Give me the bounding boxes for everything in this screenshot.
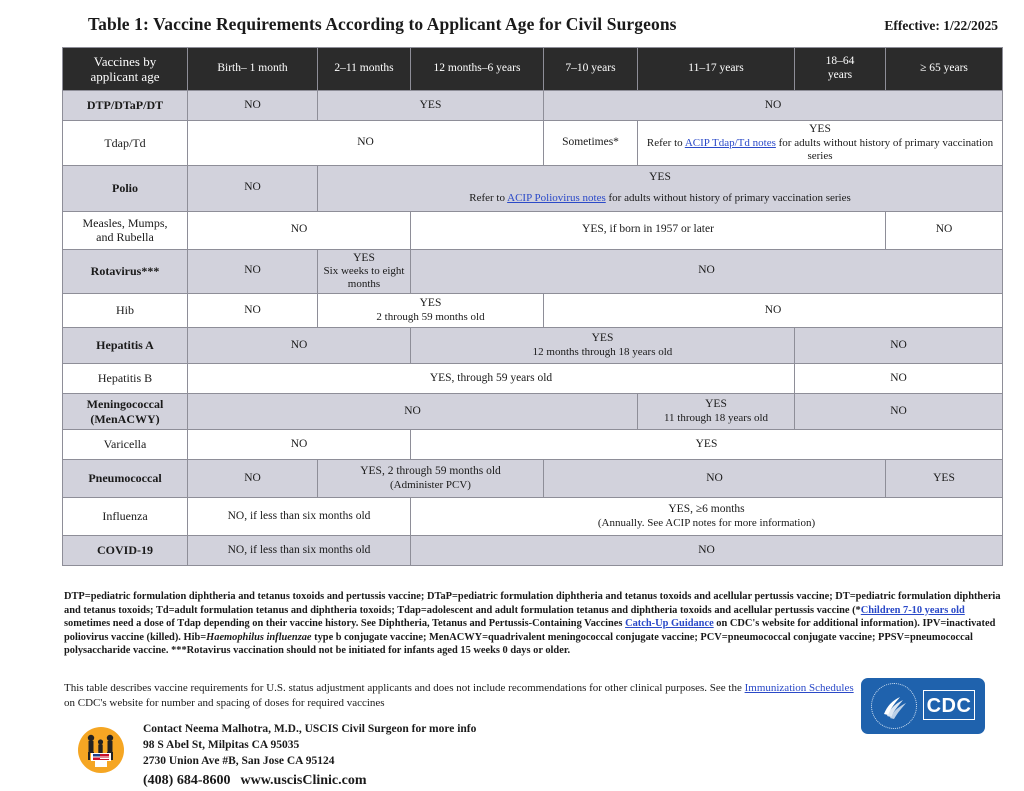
cell-hib-2m-6y [318,294,544,328]
table-row [63,91,1003,121]
cell-rota-12m-plus: NO [411,249,1003,294]
scope-part-1: This table describes vaccine requirements for U.S. status adjustment applicants and does not include recommendations for other clinical purposes. See the [64,682,745,694]
row-label-pneumococcal: Pneumococcal [63,460,188,498]
vaccine-requirements-table-wrapper [62,47,1002,566]
row-label-mmr-line2: and Rubella [96,230,154,244]
col-header-vaccines [63,48,188,91]
cell-tdap-suffix: for adults without history of primary vaccination series [775,136,994,162]
cell-pneu-7-64y: NO [544,460,886,498]
row-label-meningococcal-line2: (MenACWY) [90,411,160,426]
row-label-meningococcal [63,394,188,430]
col-header-12-months-6-years: 12 months–6 years [411,48,544,91]
link-catch-up-guidance[interactable]: Catch-Up Guidance [625,618,714,630]
table-row [63,249,1003,294]
cell-hepa-18y-plus: NO [795,328,1003,364]
cell-pneu-birth: NO [188,460,318,498]
row-label-covid-19: COVID-19 [63,536,188,566]
contact-phone[interactable]: (408) 684-8600 [143,772,231,788]
cell-pneu-2m-6y [318,460,544,498]
cell-var-12m-plus: YES [411,430,1003,460]
table-row [63,211,1003,249]
cell-tdap-7-10y: Sometimes* [544,121,638,166]
scope-footnote [64,681,854,710]
abbrev-part-2: sometimes need a dose of Tdap depending on their vaccine history. See Diphtheria, Tetanus and Pertussis-Containing Vaccines [64,618,626,630]
cell-dtp-birth: NO [188,91,318,121]
cell-covid-12m-plus: NO [411,536,1003,566]
cell-men-detail: 11 through 18 years old [663,411,769,424]
col-header-birth-1-month: Birth– 1 month [188,48,318,91]
link-children-7-10-years-old[interactable]: Children 7-10 years old [860,604,965,616]
cell-mmr-65-plus: NO [886,211,1003,249]
table-row [63,121,1003,166]
table-row [63,294,1003,328]
cell-polio-prefix: Refer to [469,192,508,205]
row-label-hep-a: Hepatitis A [63,328,188,364]
row-label-meningococcal-line1: Meningococcal [86,397,164,412]
cell-hepa-12m-17y [411,328,795,364]
abbrev-part-1: DTP=pediatric formulation diphtheria and tetanus toxoids and pertussis vaccine; DTaP=pediatric formulation diphtheria and tetanus toxoids and acellular pertussis vaccine; DT=pediatric formulation diphtheria and tetanus toxoids; Td=adult formulation tetanus and diphtheria toxoids; Tdap=adolescent and adult formulation tetanus and diphtheria toxoids and acellular pertussis vaccine (* [64,591,1001,616]
col-header-65-plus-years: ≥ 65 years [886,48,1003,91]
row-label-rotavirus: Rotavirus*** [63,249,188,294]
row-label-tdap: Tdap/Td [63,121,188,166]
effective-date: Effective: 1/22/2025 [884,18,998,33]
row-label-dtp: DTP/DTaP/DT [63,91,188,121]
cell-flu-12m-plus [411,498,1003,536]
row-label-varicella: Varicella [63,430,188,460]
abbreviations-footnote [64,590,1010,658]
link-immunization-schedules[interactable]: Immunization Schedules [744,682,854,694]
page-title: Table 1: Vaccine Requirements According to Applicant Age for Civil Surgeons [88,14,677,34]
cell-covid-birth-11m: NO, if less than six months old [188,536,411,566]
table-row [63,165,1003,211]
cell-hepa-yes: YES [591,332,614,345]
cell-polio-yes: YES [649,170,671,183]
scope-part-2: on CDC's website for number and spacing of doses for required vaccines [64,696,385,709]
cell-pneu-65-plus: YES [886,460,1003,498]
row-label-influenza: Influenza [63,498,188,536]
cell-hib-7y-plus: NO [544,294,1003,328]
cell-hepb-birth-17y: YES, through 59 years old [188,364,795,394]
cell-men-birth-10y: NO [188,394,638,430]
cell-men-11-17y [638,394,795,430]
cell-tdap-birth-6y: NO [188,121,544,166]
cell-men-yes: YES [705,398,727,411]
contact-address-1: 98 S Abel St, Milpitas CA 95035 [143,738,300,751]
vaccine-requirements-table [62,47,1003,566]
col-header-18-64-line2: years [827,69,853,81]
hhs-seal-icon [871,683,917,729]
link-acip-tdap-td-notes[interactable]: ACIP Tdap/Td notes [684,136,776,149]
cell-polio-suffix: for adults without history of primary vaccination series [605,192,851,205]
table-row [63,430,1003,460]
col-header-18-64-years [795,48,886,91]
cell-polio-birth: NO [188,165,318,211]
cell-hib-yes: YES [419,297,442,310]
cell-rota-2-11m [318,249,411,294]
cell-hib-birth: NO [188,294,318,328]
cell-mmr-12m-64y: YES, if born in 1957 or later [411,211,886,249]
cell-var-birth-11m: NO [188,430,411,460]
cell-hib-detail: 2 through 59 months old [376,310,485,323]
cell-mmr-birth-11m: NO [188,211,411,249]
cdc-wordmark: CDC [923,690,975,720]
col-header-7-10-years: 7–10 years [544,48,638,91]
row-label-mmr-line1: Measles, Mumps, [82,215,168,230]
cdc-logo [861,678,985,734]
cell-tdap-11y-plus [638,121,1003,166]
cell-tdap-yes: YES [809,123,831,135]
col-header-vaccines-line2: applicant age [90,69,160,84]
cell-polio-2m-plus [318,165,1003,211]
cell-dtp-2m-6y: YES [318,91,544,121]
table-row [63,328,1003,364]
col-header-11-17-years: 11–17 years [638,48,795,91]
row-label-hep-b: Hepatitis B [63,364,188,394]
abbrev-haemophilus-influenzae: Haemophilus influenzae [206,631,312,643]
cell-men-18y-plus: NO [795,394,1003,430]
cell-flu-detail: (Annually. See ACIP notes for more information) [597,516,816,529]
table-row [63,460,1003,498]
cell-hepb-18y-plus: NO [795,364,1003,394]
cell-pneu-detail: (Administer PCV) [390,478,471,491]
cell-rota-detail: Six weeks to eight months [323,265,405,291]
cell-hepa-birth-11m: NO [188,328,411,364]
col-header-vaccines-line1: Vaccines by [93,53,157,69]
row-label-hib: Hib [63,294,188,328]
table-row [63,536,1003,566]
abbrev-part-4: type b conjugate vaccine; MenACWY=quadrivalent meningococcal conjugate vaccine; PCV=pneumococcal conjugate vaccine; PPSV=pneumococcal polysaccharide vaccine. ***Rotavirus vaccination should not be initiated for infants aged 15 weeks 0 days or older. [64,631,973,657]
table-row [63,364,1003,394]
table-row [63,498,1003,536]
row-label-polio: Polio [63,165,188,211]
abbrev-part-3: on CDC's website for additional information). IPV=inactivated poliovirus vaccine (killed). Hib= [64,618,996,643]
cell-rota-birth: NO [188,249,318,294]
contact-line-1: Contact Neema Malhotra, M.D., USCIS Civil Surgeon for more info [143,723,477,735]
cell-rota-yes: YES [353,251,375,264]
contact-block [143,722,593,791]
cell-tdap-prefix: Refer to [646,136,685,149]
cell-dtp-7y-plus: NO [544,91,1003,121]
table-header-row [63,48,1003,91]
link-acip-poliovirus-notes[interactable]: ACIP Poliovirus notes [507,192,606,205]
row-label-mmr [63,211,188,249]
cell-pneu-yes: YES, 2 through 59 months old [360,465,501,478]
col-header-18-64-line1: 18–64 [825,55,855,68]
cell-flu-yes: YES, ≥6 months [668,503,745,516]
col-header-2-11-months: 2–11 months [318,48,411,91]
cell-flu-birth-11m: NO, if less than six months old [188,498,411,536]
cell-hepa-detail: 12 months through 18 years old [532,345,673,358]
contact-address-2: 2730 Union Ave #B, San Jose CA 95124 [143,754,335,767]
table-row [63,394,1003,430]
family-flag-icon [78,727,124,773]
contact-website[interactable]: www.uscisClinic.com [240,772,367,788]
title-bar [62,14,1010,42]
